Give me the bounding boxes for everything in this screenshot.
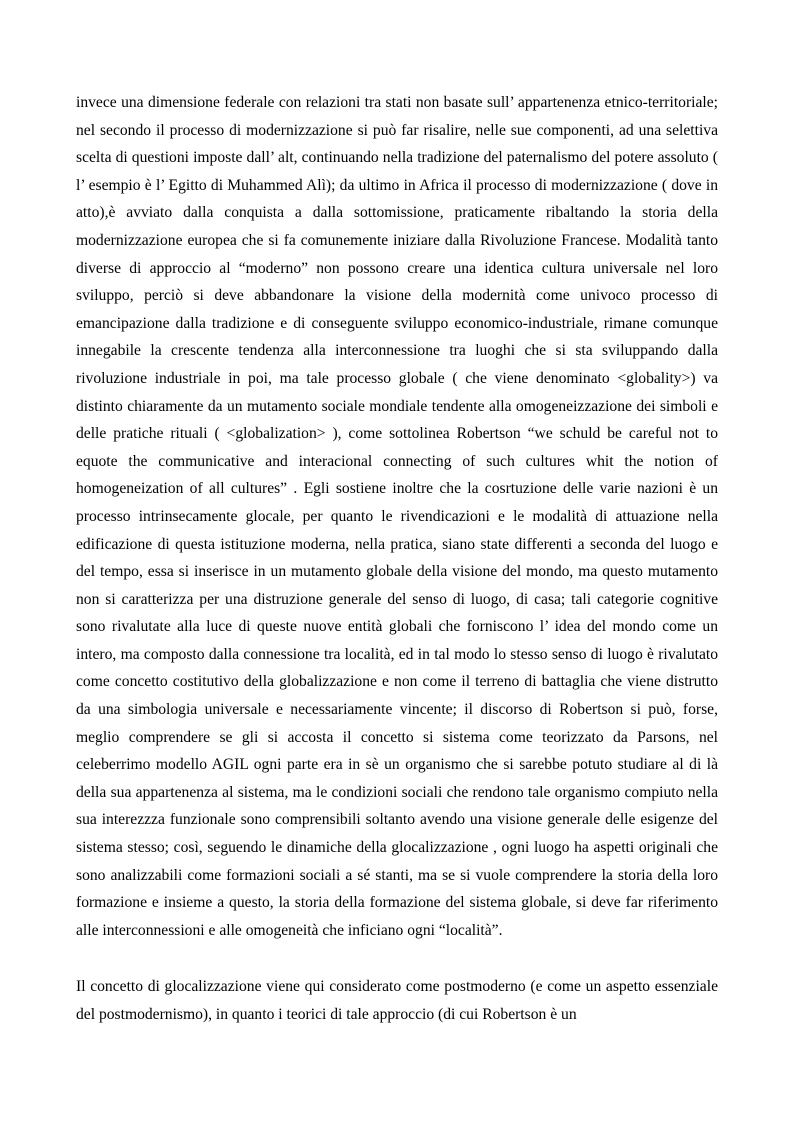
body-paragraph-1: invece una dimensione federale con relazioni tra stati non basate sull’ appartenenza etnico-territoriale; nel secondo il processo di modernizzazione si può far risalire, nelle sue componenti, ad una selettiva scelta di questioni imposte dall’ alt, continuando nella tradizione del paternalismo del potere assoluto ( l’ esempio è l’ Egitto di Muhammed Alì); da ultimo in Africa il processo di modernizzazione ( dove in atto),è avviato dalla conquista a dalla sottomissione, praticamente ribaltando la storia della modernizzazione europea che si fa comunemente iniziare dalla Rivoluzione Francese. Modalità tanto diverse di approccio al “moderno” non possono creare una identica cultura universale nel loro sviluppo, perciò si deve abbandonare la visione della modernità come univoco processo di emancipazione dalla tradizione e di conseguente sviluppo economico-industriale, rimane comunque innegabile la crescente tendenza alla interconnessione tra luoghi che si sta sviluppando dalla rivoluzione industriale in poi, ma tale processo globale ( che viene denominato <globality>) va distinto chiaramente da un mutamento sociale mondiale tendente alla omogeneizzazione dei simboli e delle pratiche rituali ( <globalization> ), come sottolinea Robertson “we schuld be careful not to equote the communicative and interacional connecting of such cultures whit the notion of homogeneization of all cultures” . Egli sostiene inoltre che la cosrtuzione delle varie nazioni è un processo intrinsecamente glocale, per quanto le rivendicazioni e le modalità di attuazione nella edificazione di questa istituzione moderna, nella pratica, siano state differenti a seconda del luogo e del tempo, essa si inserisce in un mutamento globale della visione del mondo, ma questo mutamento non si caratterizza per una distruzione generale del senso di luogo, di casa; tali categorie cognitive sono rivalutate alla luce di queste nuove entità globali che forniscono l’ idea del mondo come un intero, ma composto dalla connessione tra località, ed in tal modo lo stesso senso di luogo è rivalutato come concetto costitutivo della globalizzazione e non come il terreno di battaglia che viene distrutto da una simbologia universale e necessariamente vincente; il discorso di Robertson si può, forse, meglio comprendere se gli si accosta il concetto si sistema come teorizzato da Parsons, nel celeberrimo modello AGIL ogni parte era in sè un organismo che si sarebbe potuto studiare al di là della sua appartenenza al sistema, ma le condizioni sociali che rendono tale organismo compiuto nella sua interezzza funzionale sono comprensibili soltanto avendo una visione generale delle esigenze del sistema stesso; così, seguendo le dinamiche della glocalizzazione , ogni luogo ha aspetti originali che sono analizzabili come formazioni sociali a sé stanti, ma se si vuole comprendere la storia della loro formazione e insieme a questo, la storia della formazione del sistema globale, si deve far riferimento alle interconnessioni e alle omogeneità che inficiano ogni “località”.	[76, 94, 718, 939]
body-paragraph-2: Il concetto di glocalizzazione viene qui considerato come postmoderno (e come un aspetto essenziale del postmodernismo), in quanto i teorici di tale approccio (di cui Robertson è un	[76, 978, 718, 1023]
